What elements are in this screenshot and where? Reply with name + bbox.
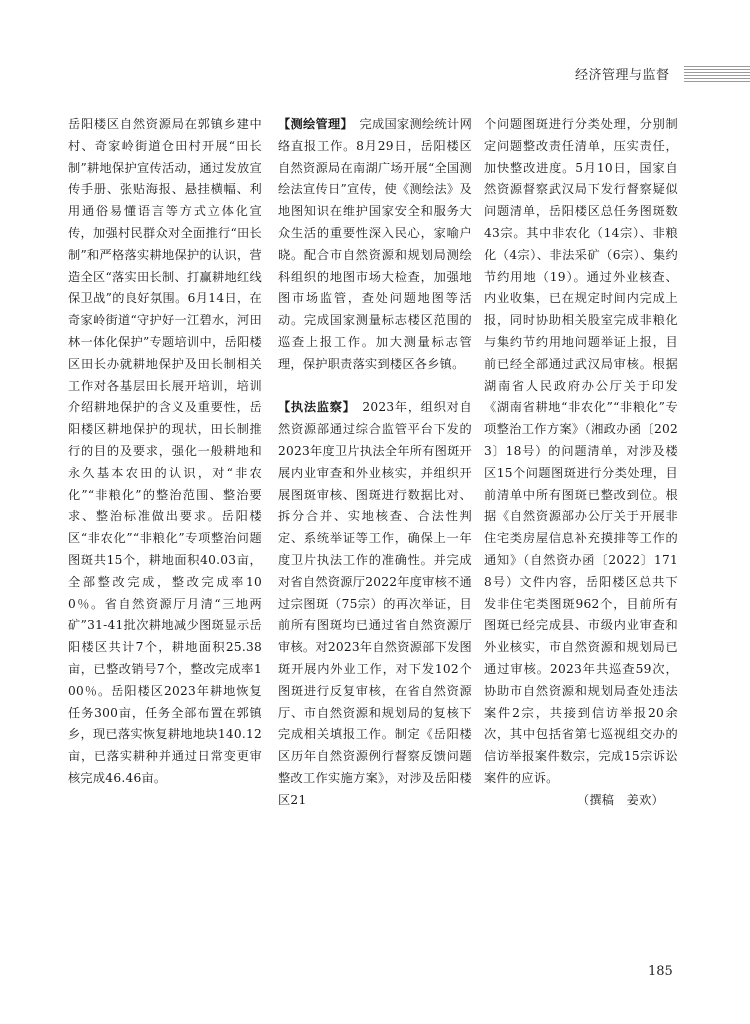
paragraph-enforcement-continued: 个问题图斑进行分类处理，分别制定问题整改责任清单，压实责任，加快整改进度。5月10日，国家自然资源督察武汉局下发行督察疑似问题清单，岳阳楼区总任务图斑数43宗。其中非农化（14宗）、非粮化（4宗）、非法采矿（6宗）、集约节约用地（19）。通过外业核查、内业收集，已在规定时间内完成上报，同时协助相关股室完成非粮化与集约节约用地问题举证上报，目前已经全部通过武汉局审核。根据湖南省人民政府办公厅关于印发《湖南省耕地“非农化”“非粮化”专项整治工作方案》（湘政办函〔2023〕18号）的问题清单，对涉及楼区15个问题图斑进行分类处理，目前清单中所有图斑已整改到位。根据《自然资源部办公厅关于开展非住宅类房屋信息补充摸排等工作的通知》（自然资办函〔2022〕1718号）文件内容，岳阳楼区总共下发非住宅类图斑962个，目前所有图斑已经完成县、市级内业审查和外业核实，市自然资源和规划局已通过审核。2023年共巡查59次，协助市自然资源和规划局查处违法案件2宗，共接到信访举报20余次，其中包括省第七巡视组交办的信访举报案件数宗，完成15宗诉讼案件的应诉。 (484, 117, 678, 785)
section-surveying (278, 114, 472, 376)
section-title: 经济管理与监督 (575, 68, 670, 83)
header-decorative-lines (684, 66, 750, 82)
section-enforcement-title: 【执法监察】 (278, 400, 350, 415)
text-column-3 (484, 114, 678, 812)
page-number: 185 (648, 964, 673, 979)
section-enforcement (278, 397, 472, 811)
section-surveying-title: 【测绘管理】 (278, 117, 347, 131)
paragraph-farmland-protection: 岳阳楼区自然资源局在郭镇乡建中村、奇家岭街道仓田村开展“田长制”耕地保护宣传活动，通过发放宣传手册、张贴海报、悬挂横幅、利用通俗易懂语言等方式立体化宣传，加强村民群众对全面推行“田长制”和严格落实耕地保护的认识，营造全区“落实田长制、打赢耕地红线保卫战”的良好氛围。6月14日，在奇家岭街道“守护好一江碧水，河田林一体化保护”专题培训中，岳阳楼区田长办就耕地保护及田长制相关工作对各基层田长展开培训，培训介绍耕地保护的含义及重要性，岳阳楼区耕地保护的现状，田长制推行的目的及要求，强化一般耕地和永久基本农田的认识，对“非农化”“非粮化”的整治范围、整治要求、整治标准做出要求。岳阳楼区“非农化”“非粮化”专项整治问题图斑共15个，耕地面积40.03亩，全部整改完成，整改完成率100％。省自然资源厅月清“三地两矿”31-41批次耕地减少图斑显示岳阳楼区共计7个，耕地面积25.38亩，已整改销号7个，整改完成率100％。岳阳楼区2023年耕地恢复任务300亩，任务全部布置在郭镇乡，现已落实恢复耕地地块140.12亩，已落实耕种并通过日常变更审核完成46.46亩。 (68, 117, 262, 785)
byline: （撰稿 姜欢） (576, 792, 664, 807)
section-surveying-text: 完成国家测绘统计网络直报工作。8月29日，岳阳楼区自然资源局在南湖广场开展“全国测绘法宣传日”宣传，使《测绘法》及地图知识在维护国家安全和服务大众生活的重要性深入民心，家喻户晓。配合市自然资源和规划局测绘科组织的地图市场大检查，加强地图市场监管，查处问题地图等活动。完成国家测量标志楼区范围的巡查上报工作。加大测量标志管理，保护职责落实到楼区各乡镇。 (278, 117, 473, 371)
section-enforcement-text: 2023年，组织对自然资源部通过综合监管平台下发的2023年度卫片执法全年所有图斑开展内业审查和外业核实，并组织开展图斑审核、图斑进行数据比对、拆分合并、实地核查、合法性判定、系统举证等工作，确保上一年度卫片执法工作的准确性。并完成对省自然资源厅2022年度审核不通过宗图斑（75宗）的再次举证，目前所有图斑均已通过省自然资源厅审核。对2023年自然资源部下发图斑开展内外业工作，对下发102个图斑进行反复审核，在省自然资源厅、市自然资源和规划局的复核下完成相关填报工作。制定《岳阳楼区历年自然资源例行督察反馈问题整改工作实施方案》，对涉及岳阳楼区21 (278, 400, 472, 807)
text-column-1 (68, 114, 262, 790)
text-column-2 (278, 114, 472, 812)
page-header (0, 0, 750, 92)
